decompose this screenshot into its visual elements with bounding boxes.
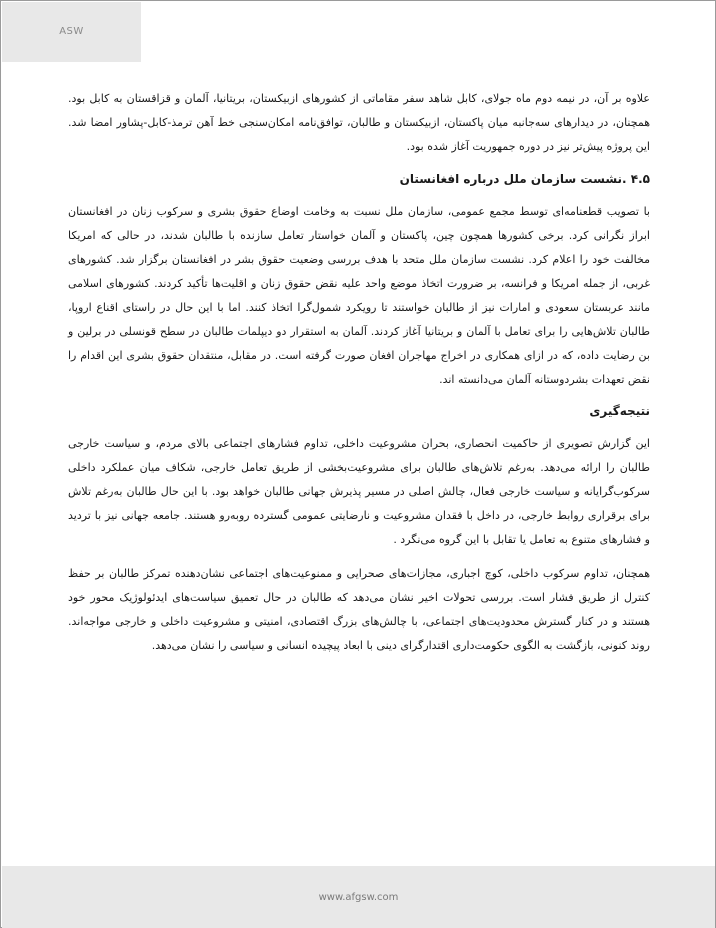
footer-band (2, 866, 715, 928)
paragraph-un-meeting: با تصویب قطعنامه‌ای توسط مجمع عمومی، سازمان ملل نسبت به وخامت اوضاع حقوق بشری و سرکوب زنان در افغانستان ابراز نگرانی کرد. برخی کشورها همچون چین، پاکستان و آلمان خواستار تعامل سازنده با طالبان شدند، در حالی که امریکا مخالفت خود را اعلام کرد. نشست سازمان ملل متحد با هدف بررسی وضعیت حقوق بشر در افغانستان برگزار شد. کشورهای غربی، از جمله امریکا و فرانسه، بر ضرورت اتخاذ موضع واحد علیه نقض حقوق زنان و اقلیت‌ها تأکید کردند. کشورهای اسلامی مانند عربستان سعودی و امارات نیز از طالبان خواستند تا رویکرد شمول‌گرا اتخاذ کنند. اما با این حال در راستای اقناع اروپا، طالبان تلاش‌هایی را برای تعامل با آلمان و بریتانیا آغاز کردند. آلمان به استقرار دو دیپلمات طالبان در سطح قونسلی در برلین و بن رضایت داده، که در ازای همکاری در اخراج مهاجران افغان صورت گرفته است. در مقابل، منتقدان حقوق بشری این اقدام را نقض تعهدات بشردوستانه آلمان می‌دانسته اند. (68, 205, 650, 386)
section-heading-un-meeting: ۴.۵ .نشست سازمان ملل درباره افغانستان (399, 172, 650, 186)
paragraph-transport-visits: علاوه بر آن، در نیمه دوم ماه جولای، کابل شاهد سفر مقاماتی از کشورهای ازبیکستان، بریتانیا، آلمان و قزاقستان به کابل بود. همچنان، در دیدارهای سه‌جانبه میان پاکستان، ازبیکستان و طالبان، توافق‌نامه امکان‌سنجی خط آهن ترمذ-کابل-پشاور امضا شد. این پروژه پیش‌تر نیز در دوره جمهوریت آغاز شده بود. (68, 92, 650, 153)
header-logo-text: ASW (59, 26, 84, 37)
section-heading-conclusion: نتیجه‌گیری (589, 404, 650, 418)
paragraph-conclusion-1: این گزارش تصویری از حاکمیت انحصاری، بحران مشروعیت داخلی، تداوم فشارهای اجتماعی بالای مردم، و سیاست خارجی طالبان را ارائه می‌دهد. به‌رغم تلاش‌های طالبان برای مشروعیت‌بخشی از طریق تعامل خارجی، شکاف میان عملکرد داخلی سرکوب‌گرایانه و سیاست خارجی فعال، چالش اصلی در مسیر پذیرش جهانی طالبان خواهد بود. با این حال طالبان به‌رغم تلاش برای برقراری روابط خارجی، در داخل با فقدان مشروعیت و نارضایتی عمومی گسترده روبه‌رو هستند. جامعه جهانی نیز با تردید و فشارهای متنوع به تعامل یا تقابل با این گروه می‌نگرد . (68, 437, 650, 546)
paragraph-conclusion-2: همچنان، تداوم سرکوب داخلی، کوچ اجباری، مجازات‌های صحرایی و ممنوعیت‌های اجتماعی نشان‌دهنده تمرکز طالبان بر حفظ کنترل از طریق فشار است. بررسی تحولات اخیر نشان می‌دهد که طالبان در حال تعمیق سیاست‌های ایدئولوژیک محور خود هستند و در کنار گسترش محدودیت‌های اجتماعی، با چالش‌های بزرگ اقتصادی، امنیتی و مشروعیت داخلی و خارجی مواجه‌اند. روند کنونی، بازگشت به الگوی حکومت‌داری اقتدارگرای دینی با ابعاد پیچیده انسانی و سیاسی را نشان می‌دهد. (68, 567, 650, 652)
page-content (68, 83, 650, 658)
footer-website-url: www.afgsw.com (318, 892, 399, 903)
header-tab (2, 2, 141, 62)
